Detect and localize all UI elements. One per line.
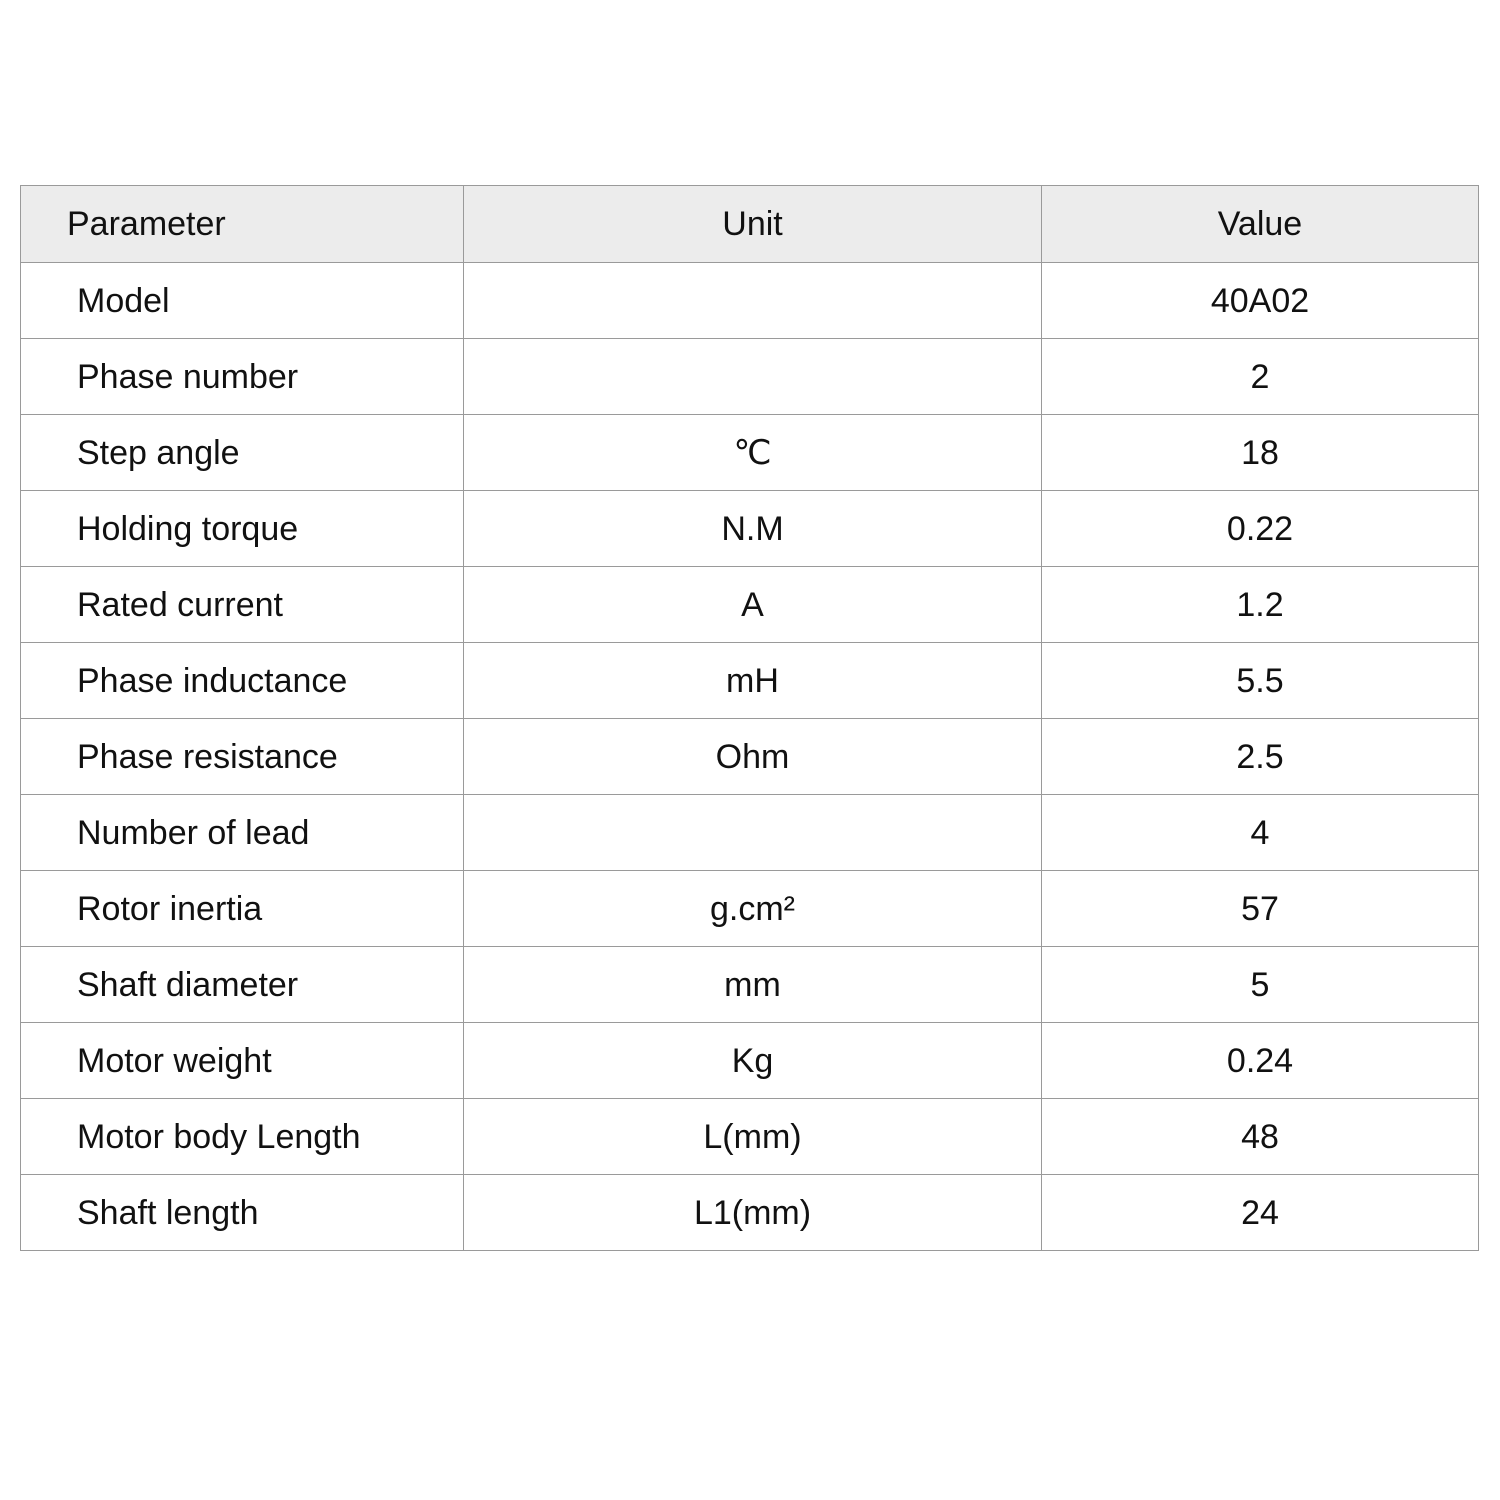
value-cell: 2 <box>1042 339 1479 415</box>
table-header <box>21 186 1479 263</box>
value-cell: 5 <box>1042 947 1479 1023</box>
parameter-cell: Holding torque <box>21 491 464 567</box>
parameter-cell: Model <box>21 263 464 339</box>
parameter-cell: Rotor inertia <box>21 871 464 947</box>
table-row <box>21 263 1479 339</box>
unit-cell: N.M <box>464 491 1042 567</box>
parameter-cell: Shaft diameter <box>21 947 464 1023</box>
value-cell: 4 <box>1042 795 1479 871</box>
column-header-unit: Unit <box>464 186 1042 263</box>
value-cell: 18 <box>1042 415 1479 491</box>
parameter-cell: Phase number <box>21 339 464 415</box>
parameter-cell: Motor weight <box>21 1023 464 1099</box>
table-row <box>21 871 1479 947</box>
table-row <box>21 1099 1479 1175</box>
parameter-cell: Step angle <box>21 415 464 491</box>
parameter-cell: Rated current <box>21 567 464 643</box>
table-body <box>21 263 1479 1251</box>
table-row <box>21 947 1479 1023</box>
unit-cell: ℃ <box>464 415 1042 491</box>
value-cell: 24 <box>1042 1175 1479 1251</box>
column-header-value: Value <box>1042 186 1479 263</box>
parameter-cell: Phase inductance <box>21 643 464 719</box>
unit-cell <box>464 263 1042 339</box>
value-cell: 1.2 <box>1042 567 1479 643</box>
parameter-cell: Number of lead <box>21 795 464 871</box>
unit-cell: L1(mm) <box>464 1175 1042 1251</box>
parameter-cell: Shaft length <box>21 1175 464 1251</box>
header-row <box>21 186 1479 263</box>
value-cell: 0.24 <box>1042 1023 1479 1099</box>
column-header-parameter: Parameter <box>21 186 464 263</box>
spec-table <box>20 185 1479 1251</box>
unit-cell: A <box>464 567 1042 643</box>
value-cell: 5.5 <box>1042 643 1479 719</box>
value-cell: 48 <box>1042 1099 1479 1175</box>
parameter-cell: Motor body Length <box>21 1099 464 1175</box>
unit-cell <box>464 795 1042 871</box>
unit-cell <box>464 339 1042 415</box>
table-row <box>21 415 1479 491</box>
unit-cell: Ohm <box>464 719 1042 795</box>
unit-cell: g.cm² <box>464 871 1042 947</box>
value-cell: 40A02 <box>1042 263 1479 339</box>
table-row <box>21 1175 1479 1251</box>
unit-cell: L(mm) <box>464 1099 1042 1175</box>
table-row <box>21 567 1479 643</box>
table-row <box>21 643 1479 719</box>
unit-cell: mH <box>464 643 1042 719</box>
table-row <box>21 1023 1479 1099</box>
value-cell: 2.5 <box>1042 719 1479 795</box>
value-cell: 57 <box>1042 871 1479 947</box>
table-row <box>21 719 1479 795</box>
table-row <box>21 491 1479 567</box>
table-row <box>21 795 1479 871</box>
unit-cell: mm <box>464 947 1042 1023</box>
value-cell: 0.22 <box>1042 491 1479 567</box>
unit-cell: Kg <box>464 1023 1042 1099</box>
table-row <box>21 339 1479 415</box>
parameter-cell: Phase resistance <box>21 719 464 795</box>
